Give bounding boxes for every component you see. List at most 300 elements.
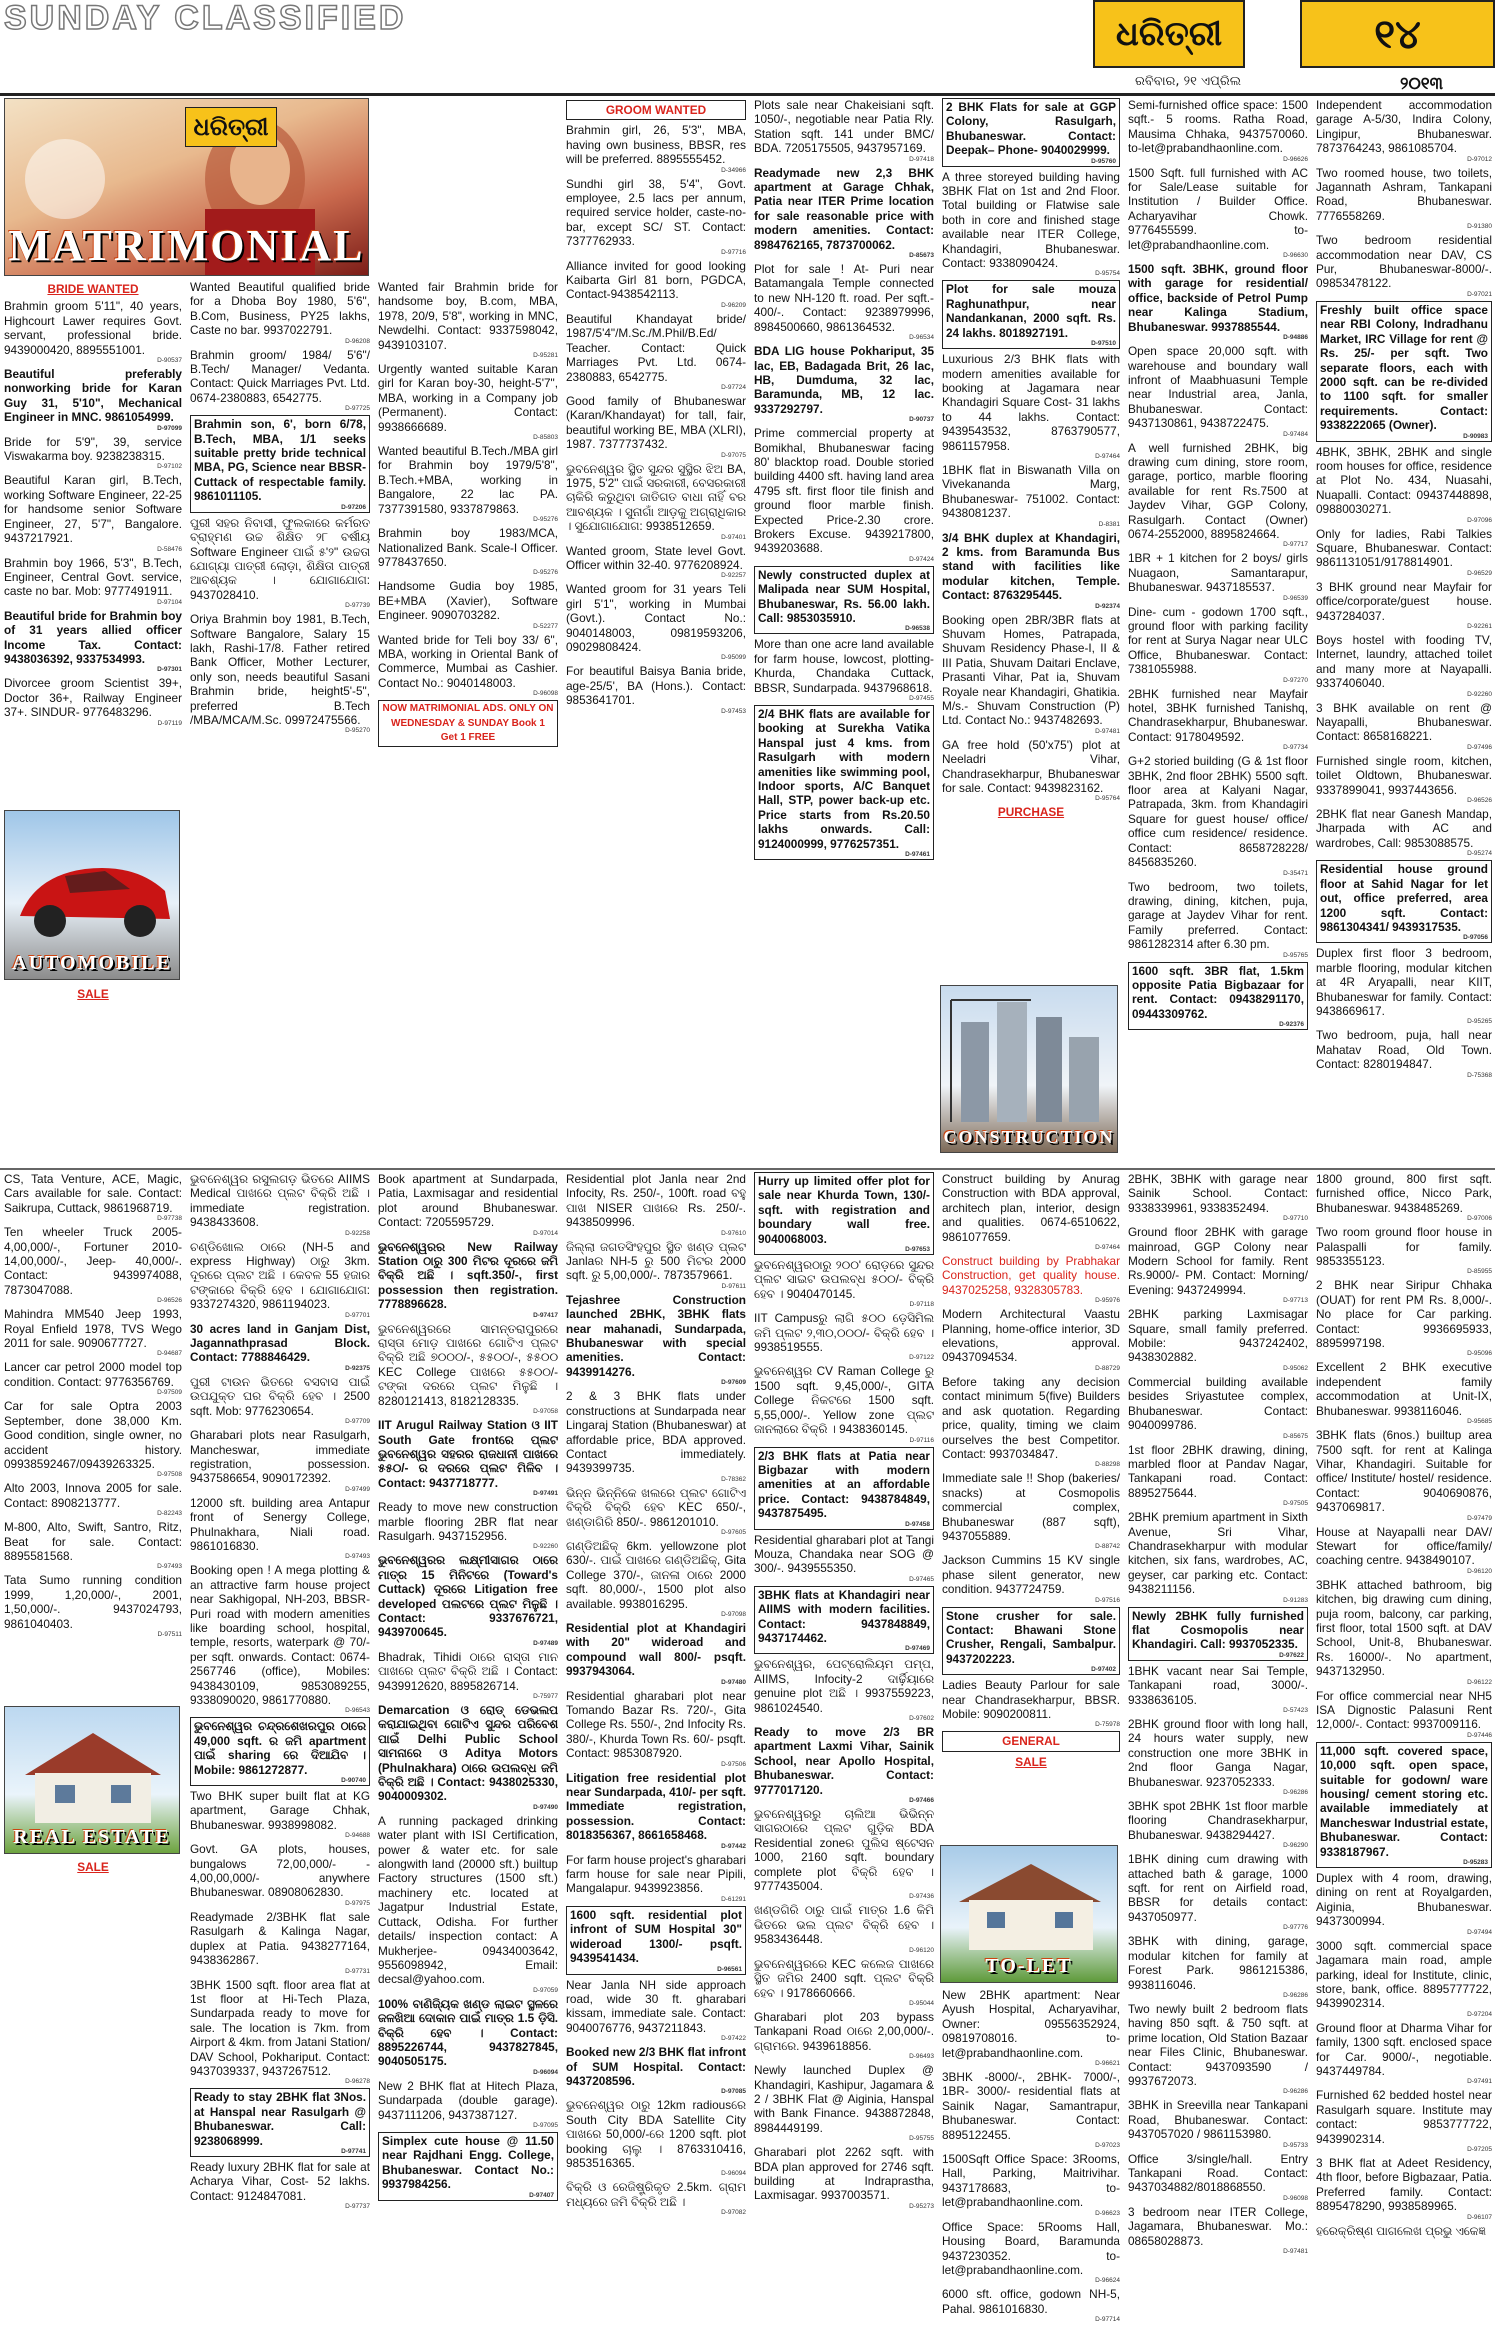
- ad-code: D-97714: [1095, 2316, 1120, 2324]
- ad-text: Govt. GA plots, houses, bungalows 72,00,000/- - 4,00,00,000/- anywhere Bhubaneswar. 08908062830.: [190, 1842, 370, 1900]
- classified-ad: [190, 1172, 370, 1237]
- ad-text: 3BHK attached bathroom, big kitchen, big drawing cum dining, puja room, balcony, car parking, first floor, total 1500 sqft. at DAV School, Unit-8, Bhubaneswar. Rs. 16000/-. No apartment, 9437132950.: [1316, 1577, 1492, 1679]
- classified-ad: [1128, 551, 1308, 601]
- ad-code: D-97505: [1283, 1500, 1308, 1508]
- ad-text: Two room ground floor house in Palaspalli for family. 9853355123.: [1316, 1225, 1492, 1269]
- ad-code: D-85675: [1283, 1432, 1308, 1440]
- classified-ad: [754, 1364, 934, 1443]
- section-title: SUNDAY CLASSIFIED: [4, 0, 407, 37]
- ad-code: D-97059: [533, 1986, 558, 1994]
- classified-ad: [566, 582, 746, 661]
- classified-ad: [942, 1553, 1120, 1603]
- ad-text: Demarcation ଓ ରୋଡ୍ ଡେଭଲପ କରାଯାଇଥିବା ଗୋଟିଏ ସୁନ୍ଦର ପରିବେଶ ପାଇଁ Delhi Public School ସାମନାରେ ଓ Aditya Motors (Phulnakhara) ଠାରେ ଉପଲବ୍ଧ ଜମି ବିକ୍ରି ଅଛି । Contact: 9438025330, 9040009302.: [378, 1703, 558, 1804]
- ad-text: Lancer car petrol 2000 model top condition. Contact: 9776356769.: [4, 1360, 182, 1389]
- classified-ad: [942, 2287, 1120, 2323]
- ad-code: D-92261: [1467, 623, 1492, 630]
- ad-code: D-96120: [909, 1946, 934, 1954]
- ad-text: Two BHK super built flat at KG apartment, Garage Chhak, Bhubaneswar. 9938998082.: [190, 1789, 370, 1832]
- ad-code: D-97270: [1283, 676, 1308, 684]
- classified-ad: [1128, 880, 1308, 959]
- ad-code: D-96493: [909, 2053, 934, 2061]
- classified-ad: [566, 1539, 746, 1618]
- to-let-title: TO-LET: [985, 1955, 1073, 1977]
- ad-text: IIT Campusରୁ ଲାଗି ୫୦୦ ଡ଼େସିମିଲ ଜମି ପ୍ଲଟ ୨,୩୦,୦୦୦/- ବିକ୍ରି ହେବ । 9938519555.: [754, 1311, 934, 1355]
- classified-ad: [942, 613, 1120, 735]
- classified-ad: [566, 1293, 746, 1386]
- ad-text: Ladies Beauty Parlour for sale near Chandrasekharpur, BBSR. Mobile: 9090200811.: [942, 1678, 1120, 1721]
- ad-text: ବିକ୍ରି ଓ ରେଜିଷ୍ଟ୍ରିକୃତ 2.5km. ଗ୍ରାମ ମଧ୍ୟରେ ଜମି ବିକ୍ରି ଅଛି ।: [566, 2180, 746, 2209]
- ad-code: D-97509: [157, 1389, 182, 1397]
- classified-ad: [1316, 1278, 1492, 1357]
- ad-code: D-61291: [721, 1895, 746, 1903]
- ad-code: D-95274: [1467, 850, 1492, 858]
- ad-code: D-90740: [341, 1777, 366, 1785]
- ad-code: D-97455: [909, 695, 934, 703]
- ad-code: D-97458: [905, 1520, 930, 1528]
- ad-code: D-95265: [1467, 1018, 1492, 1026]
- classified-ad: [378, 1322, 558, 1415]
- classified-ad: [378, 1418, 558, 1497]
- classified-ad: [378, 1997, 558, 2076]
- classified-ad: [1316, 1742, 1492, 1868]
- classified-ad: [1128, 962, 1308, 1031]
- ad-code: D-97491: [533, 1490, 558, 1498]
- ad-code: D-96107: [1467, 2213, 1492, 2221]
- ad-text: Car for sale Optra 2003 September, done 38,000 Km. Good condition, single owner, no accident history. 09938592467/09439263325.: [4, 1399, 182, 1471]
- ad-code: D-97484: [1283, 430, 1308, 438]
- classified-ad: [942, 1254, 1120, 1304]
- ad-code: D-95096: [1467, 1350, 1492, 1358]
- ad-text: ପୁରୀ ସହର ନିବାସୀ, ଫୁଲକାରେ କର୍ମରତ ବ୍ରାହ୍ମଣ ଉଚ୍ଚ ଶିକ୍ଷିତ ୨୮ ବର୍ଷୀୟ Software Engineer ପାଇଁ ୫'୨" ଉଚ୍ଚତା ଯୋଗ୍ୟା ପାତ୍ରୀ ଲୋଡ଼ା, ଶିକ୍ଷିତା ପାତ୍ରୀ ଆବଶ୍ୟକ । ଯୋଗାଯୋଗ: 9437028410.: [190, 515, 370, 602]
- column-property-sale-2: [942, 98, 1120, 978]
- ad-text: Stone crusher for sale. Contact: Bhawani Stone Crusher, Rengali, Sambalpur. 9437202223.: [946, 1608, 1116, 1666]
- ad-text: 3BHK flats at Khandagiri near AIIMS with modern facilities. Contact: 9437848849, 9437174462.: [758, 1587, 930, 1645]
- column-land-sale-1: [190, 1172, 370, 2332]
- ad-code: D-97716: [721, 248, 746, 256]
- ad-code: D-96209: [721, 301, 746, 309]
- ad-text: 2BHK flat near Ganesh Mandap, Jharpada with AC and wardrobes, Call: 9853088575.: [1316, 807, 1492, 850]
- classified-ad: [378, 1650, 558, 1700]
- ad-text: Furnished 62 bedded hostel near Rasulgarh square. Institute may contact: 9853777722, 9439902314.: [1316, 2088, 1492, 2146]
- ad-text: ଭୁବନେଶ୍ୱର ସ୍ଥିତ ସୁନ୍ଦର ସୁସ୍ଥିର ଝିଅ BA, 1975, 5'2" ପାଇଁ ସରକାରୀ, ବେସରକାରୀ ଚାକିରି କରୁଥିବା ଜାତିଗତ ବାଧା ନାହିଁ ବର ଆବଶ୍ୟକ । ସୁନାଗାଁ ଆଡ଼କୁ ଅଗ୍ରାଧିକାର । ସୁଯୋଗାଯୋଗ: 9938512659.: [566, 461, 746, 534]
- ad-text: 2 BHK near Siripur Chhaka (OUAT) for rent PM Rs. 8,000/-. No place for Car parking. Contact: 9936695933, 8895997198.: [1316, 1278, 1492, 1351]
- ad-code: D-97611: [721, 1282, 746, 1290]
- classified-ad: [566, 312, 746, 391]
- ad-text: 3BHK spot 2BHK 1st floor marble flooring Chandrasekharpur, Bhubaneswar. 9438294427.: [1128, 1799, 1308, 1842]
- classified-ad: [4, 1573, 182, 1638]
- ad-text: Ten wheeler Truck 2005- 4,00,000/-, Fortuner 2010- 14,00,000/-, Jeep- 40,000/-. Contact: 9439974088, 7873047088.: [4, 1225, 182, 1297]
- ad-code: D-96286: [1283, 1789, 1308, 1797]
- ad-code: D-97737: [345, 2203, 370, 2211]
- ad-code: D-97738: [157, 1215, 182, 1223]
- ad-code: D-96534: [909, 334, 934, 342]
- ad-code: D-96098: [1283, 2194, 1308, 2202]
- classified-ad: [1316, 1360, 1492, 1425]
- ad-code: D-90737: [909, 416, 934, 424]
- classified-ad: [754, 2010, 934, 2060]
- classified-ad: [1316, 1578, 1492, 1686]
- ad-text: Open space 20,000 sqft. with warehouse and boundary wall infront of Maabhuasuni Temple near Industrial area, Janla, Bhubaneswar. Contact: 9437130861, 9438722475.: [1128, 344, 1308, 431]
- classified-ad: [378, 526, 558, 576]
- newspaper-brand: ଧରିତ୍ରୀ: [1093, 0, 1245, 68]
- ad-code: D-97710: [1283, 1215, 1308, 1223]
- ad-code: D-96561: [717, 1965, 742, 1973]
- classified-ad: [942, 1607, 1120, 1676]
- ad-text: ଭୁବନେଶ୍ୱରଠାରୁ ୨୦୦' ରୋଡ଼ରେ ସୁନ୍ଦର ପ୍ଲଟ ସାଇଟ ଉପଲବ୍ଧ ୫୦୦/- ବିକ୍ରି ହେବ । 9040470145.: [754, 1258, 934, 1301]
- ad-code: D-92374: [1095, 602, 1120, 610]
- classified-ad: [1128, 166, 1308, 259]
- classified-ad: [190, 1978, 370, 2086]
- date-year: ୨୦୧୩: [1400, 74, 1443, 94]
- matrimonial-brand-logo: ଧରିତ୍ରୀ: [185, 107, 277, 147]
- classified-ad: [4, 473, 182, 552]
- classified-ad: [1128, 2002, 1308, 2095]
- ad-text: 2BHK ground floor with long hall, 24 hours water supply, new construction one more 3BHK in 2nd floor Ganga Nagar, Bhubaneswar. 9237052333.: [1128, 1717, 1308, 1789]
- classified-ad: [378, 633, 558, 698]
- ad-text: A well furnished 2BHK, big drawing cum dining, store room, garage, portico, marble flooring available for rent Rs.7500 at Jaydev Vihar, GGP Colony, Rasulgarh. Contact (Owner) 0674-2552000, 8895824664.: [1128, 440, 1308, 541]
- ad-text: Gharabari plots near Rasulgarh, Mancheswar, immediate registration, possession. 9437586654, 9090172392.: [190, 1428, 370, 1486]
- classified-ad: [1316, 233, 1492, 298]
- ad-code: D-97479: [1467, 1514, 1492, 1522]
- ad-text: Mahindra MM540 Jeep 1993, Royal Enfield 1978, TVS Wego 2011 for sale. 9090677727.: [4, 1307, 182, 1351]
- ad-text: Readymade new 2,3 BHK apartment at Garage Chhak, Patia near ITER Prime location for sale reasonable price with modern amenities. Contact: 8984762165, 7873700062.: [754, 165, 934, 252]
- ad-code: D-96526: [157, 1297, 182, 1305]
- ad-code: D-96539: [1283, 594, 1308, 602]
- classified-ad: [1128, 1510, 1308, 1603]
- classified-ad: [942, 1988, 1120, 2067]
- ad-text: Beautiful Khandayat bride/ 1987/5'4"/M.Sc./M.Phil/B.Ed/ Teacher. Contact: Quick Marriages Pvt. Ltd. 0674-2380883, 6542775.: [566, 311, 746, 384]
- real-estate-title: REAL ESTATE: [13, 1826, 171, 1848]
- classified-ad: [942, 2152, 1120, 2217]
- ad-text: 100% ବାଣିଜ୍ୟିକ ଖଣ୍ଡ ଲାଇଟ ସ୍ଥଳରେ ଜଳଖିଆ ଦୋକାନ ପାଇଁ ମାତ୍ର 1.5 ଡ଼ିସି. ବିକ୍ରି ହେବ । Contact: 8895226744, 9437827845, 9040505175.: [378, 1996, 558, 2069]
- ad-code: D-97417: [533, 1311, 558, 1319]
- ad-text: GA free hold (50'x75') plot at Neeladri Vihar, Chandrasekharpur, Bhubaneswar for sale. Contact: 9439823162.: [942, 737, 1120, 796]
- column-vehicle-sale: [4, 1172, 182, 1702]
- ad-text: Residential house ground floor at Sahid Nagar for let out, office preferred, area 1200 sqft. Contact: 9861304341/ 9439317535.: [1320, 862, 1488, 934]
- ad-code: D-97731: [345, 1967, 370, 1975]
- ad-code: D-97469: [905, 1645, 930, 1653]
- ad-code: D-92376: [1279, 1021, 1304, 1029]
- ad-text: Wanted Beautiful qualified bride for a Dhoba Boy 1980, 5'6", B.Com, Business, PY25 lakhs, Caste no bar. 9937022791.: [190, 280, 370, 338]
- classified-ad: [1316, 527, 1492, 577]
- classified-ad: [190, 1842, 370, 1907]
- classified-ad: [190, 1428, 370, 1493]
- ad-code: D-96094: [721, 2170, 746, 2178]
- classified-ad: [754, 1957, 934, 2007]
- ad-code: D-97023: [1095, 2142, 1120, 2150]
- classified-ad: [4, 1360, 182, 1396]
- classified-ad: [754, 2145, 934, 2210]
- ad-code: D-94687: [157, 1350, 182, 1358]
- heading-bride-wanted: BRIDE WANTED: [47, 282, 139, 296]
- classified-ad: [1128, 1172, 1308, 1222]
- ad-text: IIT Arugul Railway Station ଓ IIT South Gate frontରେ ପ୍ଲଟ ଭୁବନେଶ୍ୱର ସହରର ରାଜଧାନୀ ପାଖରେ ୫୫୦/- ର ଦରରେ ପ୍ଲଟ ମିଳିବ । Contact: 9437718777.: [378, 1418, 558, 1490]
- ad-code: D-97491: [1467, 2078, 1492, 2086]
- classified-ad: [1128, 262, 1308, 341]
- classified-ad: [754, 1586, 934, 1655]
- classified-ad: [1316, 580, 1492, 630]
- classified-ad: [378, 280, 558, 359]
- classified-ad: [378, 1500, 558, 1550]
- ad-code: D-97465: [909, 1575, 934, 1583]
- ad-text: 3BHK -8000/-, 2BHK- 7000/-, 1BR- 3000/- residential flats at Sainik Nagar, Samantrapur, Bhubaneswar. Contact: 8895122455.: [942, 2070, 1120, 2142]
- ad-text: ଭୁବନେଶ୍ୱର ରସୁଲଗଡ଼ ଭିତରେ AIIMS Medical ପାଖରେ ପ୍ଲଟ ବିକ୍ରି ଅଛି । immediate registration. 9438433608.: [190, 1172, 370, 1230]
- ad-text: Brahmin groom 5'11", 40 years, Highcourt Lawer requires Govt. servant, professional bride. 9439000420, 8895551001.: [4, 299, 182, 357]
- classified-ad: [754, 426, 934, 563]
- ad-code: D-97489: [533, 1639, 558, 1647]
- ad-code: D-75977: [533, 1693, 558, 1700]
- ad-text: For office commercial near NH5 ISA Dignostic Palasuni Rent 12,000/-. Contact: 9937009116.: [1316, 1688, 1492, 1732]
- ad-text: 1st floor 2BHK drawing, dining, marbled floor at Pandav Nagar, Tankapani road. Contact: 8895275644.: [1128, 1442, 1308, 1500]
- classified-ad: [1316, 946, 1492, 1025]
- ad-code: D-97401: [721, 533, 746, 541]
- ad-code: D-97724: [721, 383, 746, 391]
- classified-ad: [190, 415, 370, 512]
- ad-text: Wanted beautiful B.Tech./MBA girl for Brahmin boy 1979/5'8", B.Tech.+MBA, working in Bangalore, 22 lac PA. 7377391580, 9337879863.: [378, 444, 558, 516]
- ad-text: Urgently wanted suitable Karan girl for Karan boy-30, height-5'7", MBA, working in a Company job (Permanent). Contact: 9938666689.: [378, 362, 558, 434]
- classified-ad: [754, 98, 934, 163]
- ad-text: 1BR + 1 kitchen for 2 boys/ girls Nuagaon, Samantarapur, Bhubaneswar. 9437185537.: [1128, 551, 1308, 595]
- ad-code: D-97095: [533, 2121, 558, 2129]
- ad-code: D-97204: [1467, 2010, 1492, 2018]
- column-land-sale-4: [754, 1172, 934, 2332]
- classified-ad: [566, 1689, 746, 1768]
- ad-text: 1BHK flat in Biswanath Villa on Vivekananda Marg, Bhubaneswar- 751002. Contact: 9438081237.: [942, 462, 1120, 521]
- ad-text: ଭୁବନେଶ୍ୱରରେ KEC କଲେଜ ପାଖରେ ସ୍ଥିତ ଜମିର 2400 sqft. ପ୍ଲଟ ବିକ୍ରି ହେବ । 9178660666.: [754, 1956, 934, 2000]
- ad-text: 2BHK furnished near Mayfair hotel, 3BHK furnished Tanishq, Chandrasekharpur, Bhubaneswar. Contact: 9178049592.: [1128, 686, 1308, 744]
- ad-code: D-88742: [1095, 1543, 1120, 1551]
- ad-text: Ready to move new construction marble flooring 2BR flat near Rasulgarh. 9437152956.: [378, 1500, 558, 1543]
- classified-ad: [4, 1307, 182, 1357]
- ad-code: D-97506: [721, 1760, 746, 1768]
- ad-code: D-85803: [533, 434, 558, 442]
- ad-code: D-90983: [1463, 432, 1488, 440]
- classified-ad: [942, 280, 1120, 349]
- ad-code: D-94688: [345, 1832, 370, 1840]
- ad-code: D-97510: [1091, 340, 1116, 348]
- matrimonial-notice: NOW MATRIMONIAL ADS. ONLY ON WEDNESDAY & SUNDAY Book 1 Get 1 FREE: [378, 700, 558, 747]
- ad-code: D-58476: [157, 545, 182, 553]
- ad-code: D-97717: [1283, 541, 1308, 549]
- ad-code: D-91283: [1283, 1596, 1308, 1604]
- ad-text: Plot for sale ! At- Puri near Batamangala Temple connected to new NH-120 ft. road. Per sqft.- 400/-. Contact: 9238979996, 8984500660, 9861364532.: [754, 262, 934, 334]
- ad-code: D-97098: [721, 1610, 746, 1618]
- ad-code: D-97605: [721, 1528, 746, 1536]
- ad-code: D-97418: [909, 155, 934, 163]
- buildings-image-icon: [941, 992, 1118, 1132]
- column-to-let-2: [1316, 98, 1492, 1164]
- classified-ad: [942, 98, 1120, 167]
- classified-ad: [1316, 1525, 1492, 1575]
- ad-code: D-96538: [905, 625, 930, 633]
- ad-text: 2 & 3 BHK flats under constructions at Sundarpada near Lingaraj Station (Bhubaneswar) at affordable price, BDA approved. Contact immediately. 9439399735.: [566, 1389, 746, 1476]
- ad-code: D-95976: [1095, 1297, 1120, 1305]
- classified-ad: [190, 1496, 370, 1561]
- classified-ad: [190, 348, 370, 413]
- classified-ad: [190, 2088, 370, 2157]
- ad-code: D-34966: [721, 166, 746, 174]
- automobile-title: AUTOMOBILE: [12, 952, 172, 974]
- ad-code: D-97118: [909, 1301, 934, 1309]
- ad-code: D-97012: [1467, 155, 1492, 163]
- ad-code: D-97058: [533, 1408, 558, 1416]
- classified-ad: [1316, 860, 1492, 943]
- ad-text: House at Nayapalli near DAV/ Stewart for office/family/ coaching centre. 9438490107.: [1316, 1524, 1492, 1568]
- column-to-let-4: [1128, 1172, 1308, 2332]
- ad-text: Boys hostel with fooding TV, Internet, laundry, attached toilet and many more at Nayapalli. 9337406040.: [1316, 633, 1492, 691]
- ad-text: Beautiful Karan girl, B.Tech, working Software Engineer, 22-25 for handsome senior Software Engineer, 27, 5'7", Bangalore. 9437217921.: [4, 473, 182, 546]
- villa-image-icon: [941, 1850, 1118, 1960]
- classified-ad: [754, 1657, 934, 1722]
- ad-text: Tata Sumo running condition 1999, 1,20,000/-, 2001, 1,50,000/-. 9437024793, 9861040403.: [4, 1573, 182, 1631]
- ad-code: D-95685: [1467, 1418, 1492, 1426]
- classified-ad: [1128, 1443, 1308, 1508]
- ad-text: 3 bedroom near ITER College, Jagamara, Bhubaneswar. Mo.: 08658028873.: [1128, 2204, 1308, 2248]
- ad-text: Two bedroom residential accommodation near DAV, CS Pur, Bhubaneswar-8000/-. 09853478122.: [1316, 233, 1492, 291]
- ad-code: D-97496: [1467, 743, 1492, 751]
- ad-text: Wanted groom, State level Govt. Officer within 32-40. 9776208924.: [566, 543, 746, 572]
- automobile-banner: [4, 810, 180, 980]
- ad-text: ଭୁବନେଶ୍ୱର CV Raman College ରୁ 1500 sqft. 9,45,000/-, GITA College ନିକଟରେ 1500 sqft. 5,55,000/-. Yellow zone ପ୍ଲଟ ଜାନଲାରେ ବିକ୍ରି । 9438360145.: [754, 1364, 934, 1437]
- ad-code: D-97609: [721, 1379, 746, 1387]
- ad-text: Divorcee groom Scientist 39+, Doctor 36+, Railway Engineer 37+. SINDUR- 9776483296.: [4, 676, 182, 720]
- ad-code: D-95276: [533, 516, 558, 524]
- ad-code: D-97446: [1467, 1731, 1492, 1739]
- ad-code: D-96286: [1283, 1991, 1308, 1999]
- classified-ad: [566, 394, 746, 459]
- ad-code: D-75978: [1095, 1721, 1120, 1729]
- classified-ad: [1316, 1225, 1492, 1275]
- classified-ad: [942, 170, 1120, 278]
- classified-ad: [378, 362, 558, 441]
- classified-ad: [4, 1399, 182, 1478]
- ad-text: Book apartment at Sundarpada, Patia, Laxmisagar and residential plot around Bhubaneswar. Contact: 7205595729.: [378, 1172, 558, 1230]
- column-automobile: [4, 985, 182, 1165]
- ad-text: Litigation free residential plot near Sundarpada, 410/- per sqft. Immediate registration, possession. Contact: 8018356367, 8661658468.: [566, 1770, 746, 1843]
- ad-code: D-95733: [1283, 2141, 1308, 2149]
- column-land-sale-3: [566, 1172, 746, 2332]
- construction-banner: [940, 985, 1118, 1153]
- classified-ad: [1316, 1172, 1492, 1222]
- page-number: ୧୪: [1300, 0, 1495, 68]
- classified-ad: [566, 259, 746, 309]
- classified-ad: [378, 2079, 558, 2129]
- ad-code: D-97499: [345, 1485, 370, 1493]
- dateline: [1093, 70, 1495, 94]
- ad-code: D-97424: [909, 555, 934, 563]
- classified-ad: [566, 2180, 746, 2216]
- classified-ad: [1128, 344, 1308, 437]
- classified-ad: [1128, 1852, 1308, 1931]
- ad-text: Alliance invited for good looking Kaibarta Girl 81 born, PGDCA, Contact-9438542113.: [566, 258, 746, 302]
- classified-ad: [1128, 2098, 1308, 2148]
- ad-text: 2BHK, 3BHK with garage near Sainik School. Contact: 9338339961, 9338352494.: [1128, 1172, 1308, 1215]
- ad-code: D-97122: [909, 1354, 934, 1362]
- ad-text: 3BHK flats (6nos.) builtup area 7500 sqft. for rent at Kalinga Vihar, Khandagiri. Suitable for office/ Institute/ hostel/ residence. Contact: 9040690876, 9437069817.: [1316, 1428, 1492, 1515]
- ad-text: Bhadrak, Tihidi ଠାରେ ରାସ୍ତା ମାନ ପାଖରେ ପ୍ଲଟ ବିକ୍ରି ଅଛି । Contact: 9439912620, 8895826714.: [378, 1649, 558, 1693]
- heading-purchase: PURCHASE: [997, 805, 1065, 820]
- ad-code: D-92375: [345, 1364, 370, 1372]
- ad-code: D-35471: [1283, 869, 1308, 877]
- ad-code: D-97776: [1283, 1924, 1308, 1932]
- ad-text: ଜିଲ୍ଲା ଜଗତସିଂହପୁର ସ୍ଥିତ ଖଣ୍ଡ ପ୍ଲଟ Janlaର NH-5 ରୁ 500 ମିଟର 2000 sqft. ରୁ 5,00,000/-. 7873579661.: [566, 1239, 746, 1283]
- ad-code: D-97104: [157, 598, 182, 606]
- classified-ad: [942, 463, 1120, 528]
- classified-ad: [754, 1311, 934, 1361]
- ad-text: Residential gharabari plot at Tangi Mouza, Chandaka near SOG @ 300/-. 9439555350.: [754, 1532, 934, 1576]
- ad-text: Wanted groom for 31 years Teli girl 5'1", working in Mumbai (Govt.). Contact No.: 9040148003, 09819593206, 09029808424.: [566, 582, 746, 654]
- classified-ad: [190, 1910, 370, 1975]
- ad-text: ହରେକ୍ରିଷ୍ଣ ପାଗଲେଖ ପ୍ରଭୁ ଏକେଜ୍ଞ: [1316, 2223, 1486, 2238]
- ad-text: Semi-furnished office space: 1500 sqft.- 5 rooms. Ratha Road, Mausima Chhaka, 9437570060. to-let@prabandhaonline.com.: [1128, 98, 1308, 156]
- ad-text: Ground floor at Dharma Vihar for family, 1300 sqft. enclosed space for Car. 9000/-, negotiable. 9437449784.: [1316, 2020, 1492, 2078]
- ad-text: More than one acre land available for farm house, lowcost, plotting- Khurda, Chandaka Cuttack, BBSR, Sundarpada. 9437968618.: [754, 637, 934, 695]
- classified-ad: [1316, 701, 1492, 751]
- car-image-icon: [5, 821, 180, 961]
- ad-code: D-97116: [909, 1436, 934, 1444]
- ad-text: 4BHK, 3BHK, 2BHK and single room houses for office, residence at Plot No. 434, Nuasahi, Nuapalli. Contact: 09437448898, 09880030271.: [1316, 444, 1492, 517]
- ad-code: D-97461: [905, 851, 930, 859]
- column-groom-wanted: [566, 98, 746, 805]
- ad-code: D-96286: [1283, 2088, 1308, 2096]
- classified-ad: [1128, 754, 1308, 876]
- ad-text: ଭୁବନେଶ୍ୱରରେ ସାମନ୍ତରାପୁରରେ ରାସ୍ତା ମୋଡ଼ ପାଖରେ ଗୋଟିଏ ପ୍ଲଟ ବିକ୍ରି ଅଛି ୭୦୦୦/-, ୫୫୦୦/-, ୫୫୦୦ KEC College ପାଖରେ ୫୫୦୦/- ଟଙ୍କା ଦରରେ ପ୍ଲଟ ମିଳୁଛି । 8280121413, 8182128335.: [378, 1321, 558, 1408]
- ad-code: D-97653: [905, 1246, 930, 1254]
- ad-text: Bride for 5'9", 39, service Viswakarma boy. 9238238315.: [4, 434, 182, 464]
- ad-text: ଭୁବନେଶ୍ୱରର New Railway Station ଠାରୁ 300 ମିଟର ଦୂରରେ ଜମି ବିକ୍ରି ଅଛି । sqft.350/-, first possession then registration. 7778896628.: [378, 1239, 558, 1312]
- ad-code: D-97466: [909, 1797, 934, 1805]
- ad-code: D-97119: [157, 719, 182, 727]
- classified-ad: [1316, 2021, 1492, 2086]
- ad-text: ଖଣ୍ଡଗିରି ଠାରୁ ପାଇଁ ମାତ୍ର 1.6 କିମି ଭିତରେ ଭଲ ପ୍ଲଟ ବିକ୍ରି ହେବ । 9583436448.: [754, 1903, 934, 1947]
- classified-ad: [190, 1563, 370, 1714]
- classified-ad: [754, 2063, 934, 2142]
- ad-text: 1600 sqft. 3BR flat, 1.5km opposite Patia Bigbazaar for rent. Contact: 09438291170, 09443309762.: [1132, 963, 1304, 1021]
- real-estate-banner: [4, 1706, 180, 1854]
- ad-text: Furnished single room, kitchen, toilet Oldtown, Bhubaneswar. 9337899041, 9937443656.: [1316, 753, 1492, 797]
- ad-text: Jackson Cummins 15 KV single phase silent generator, new condition. 9437724759.: [942, 1553, 1120, 1597]
- classified-ad: [1316, 2088, 1492, 2153]
- ad-text: Plot for sale mouza Raghunathpur, near Nandankanan, 2000 sqft. Rs. 24 lakhs. 8018927191.: [946, 282, 1116, 340]
- classified-ad: [378, 579, 558, 629]
- classified-ad: [1316, 166, 1492, 231]
- classified-ad: [378, 1172, 558, 1237]
- classified-ad: [754, 1807, 934, 1900]
- ad-code: D-97493: [157, 1563, 182, 1571]
- ad-text: ଭୁବନେଶ୍ୱର ଠାରୁ 12km radiousରେ South City BDA Satellite City ପାଖରେ 50,000/-ରେ 1200 sqft. plot booking ଚାଲୁ । 8763310416, 9853516365.: [566, 2098, 746, 2170]
- ad-text: Alto 2003, Innova 2005 for sale. Contact: 8908213777.: [4, 1481, 182, 1510]
- ad-text: 1500Sqft Office Space: 3Rooms, Hall, Parking, Maitrivihar. 9437178683, to-let@prabandhaonline.com.: [942, 2152, 1120, 2210]
- ad-text: 30 acres land in Ganjam Dist, Jagannathprasad Block. Contact: 7788846429.: [190, 1321, 370, 1365]
- classified-ad: [566, 544, 746, 580]
- column-to-let-3: [942, 1988, 1120, 2332]
- ad-code: D-95273: [909, 2202, 934, 2210]
- matrimonial-title: MATRIMONIAL: [8, 221, 365, 270]
- ad-text: 3 BHK flat at Adeet Residency, 4th floor, before Bigbazaar, Patia. Preferred family. Contact: 8895478290, 9938589965.: [1316, 2155, 1492, 2214]
- ad-text: Immediate sale !! Shop (bakeries/ snacks) at Cosmopolis commercial complex, Bhubaneswar (887 sqft), 9437055889.: [942, 1471, 1120, 1543]
- ad-code: D-95099: [721, 654, 746, 662]
- classified-ad: [4, 1481, 182, 1517]
- classified-ad: [190, 1789, 370, 1839]
- ad-code: D-94886: [1283, 334, 1308, 342]
- ad-text: Two bedroom, puja, hall near Mahatav Road, Old Town. Contact: 8280194847.: [1316, 1028, 1492, 1072]
- classified-ad: [4, 1520, 182, 1570]
- column-matrimonial-2: [190, 280, 370, 805]
- classified-ad: [566, 1621, 746, 1686]
- classified-ad: [566, 1172, 746, 1237]
- classified-ad: [4, 1172, 182, 1222]
- classified-ad: [190, 280, 370, 345]
